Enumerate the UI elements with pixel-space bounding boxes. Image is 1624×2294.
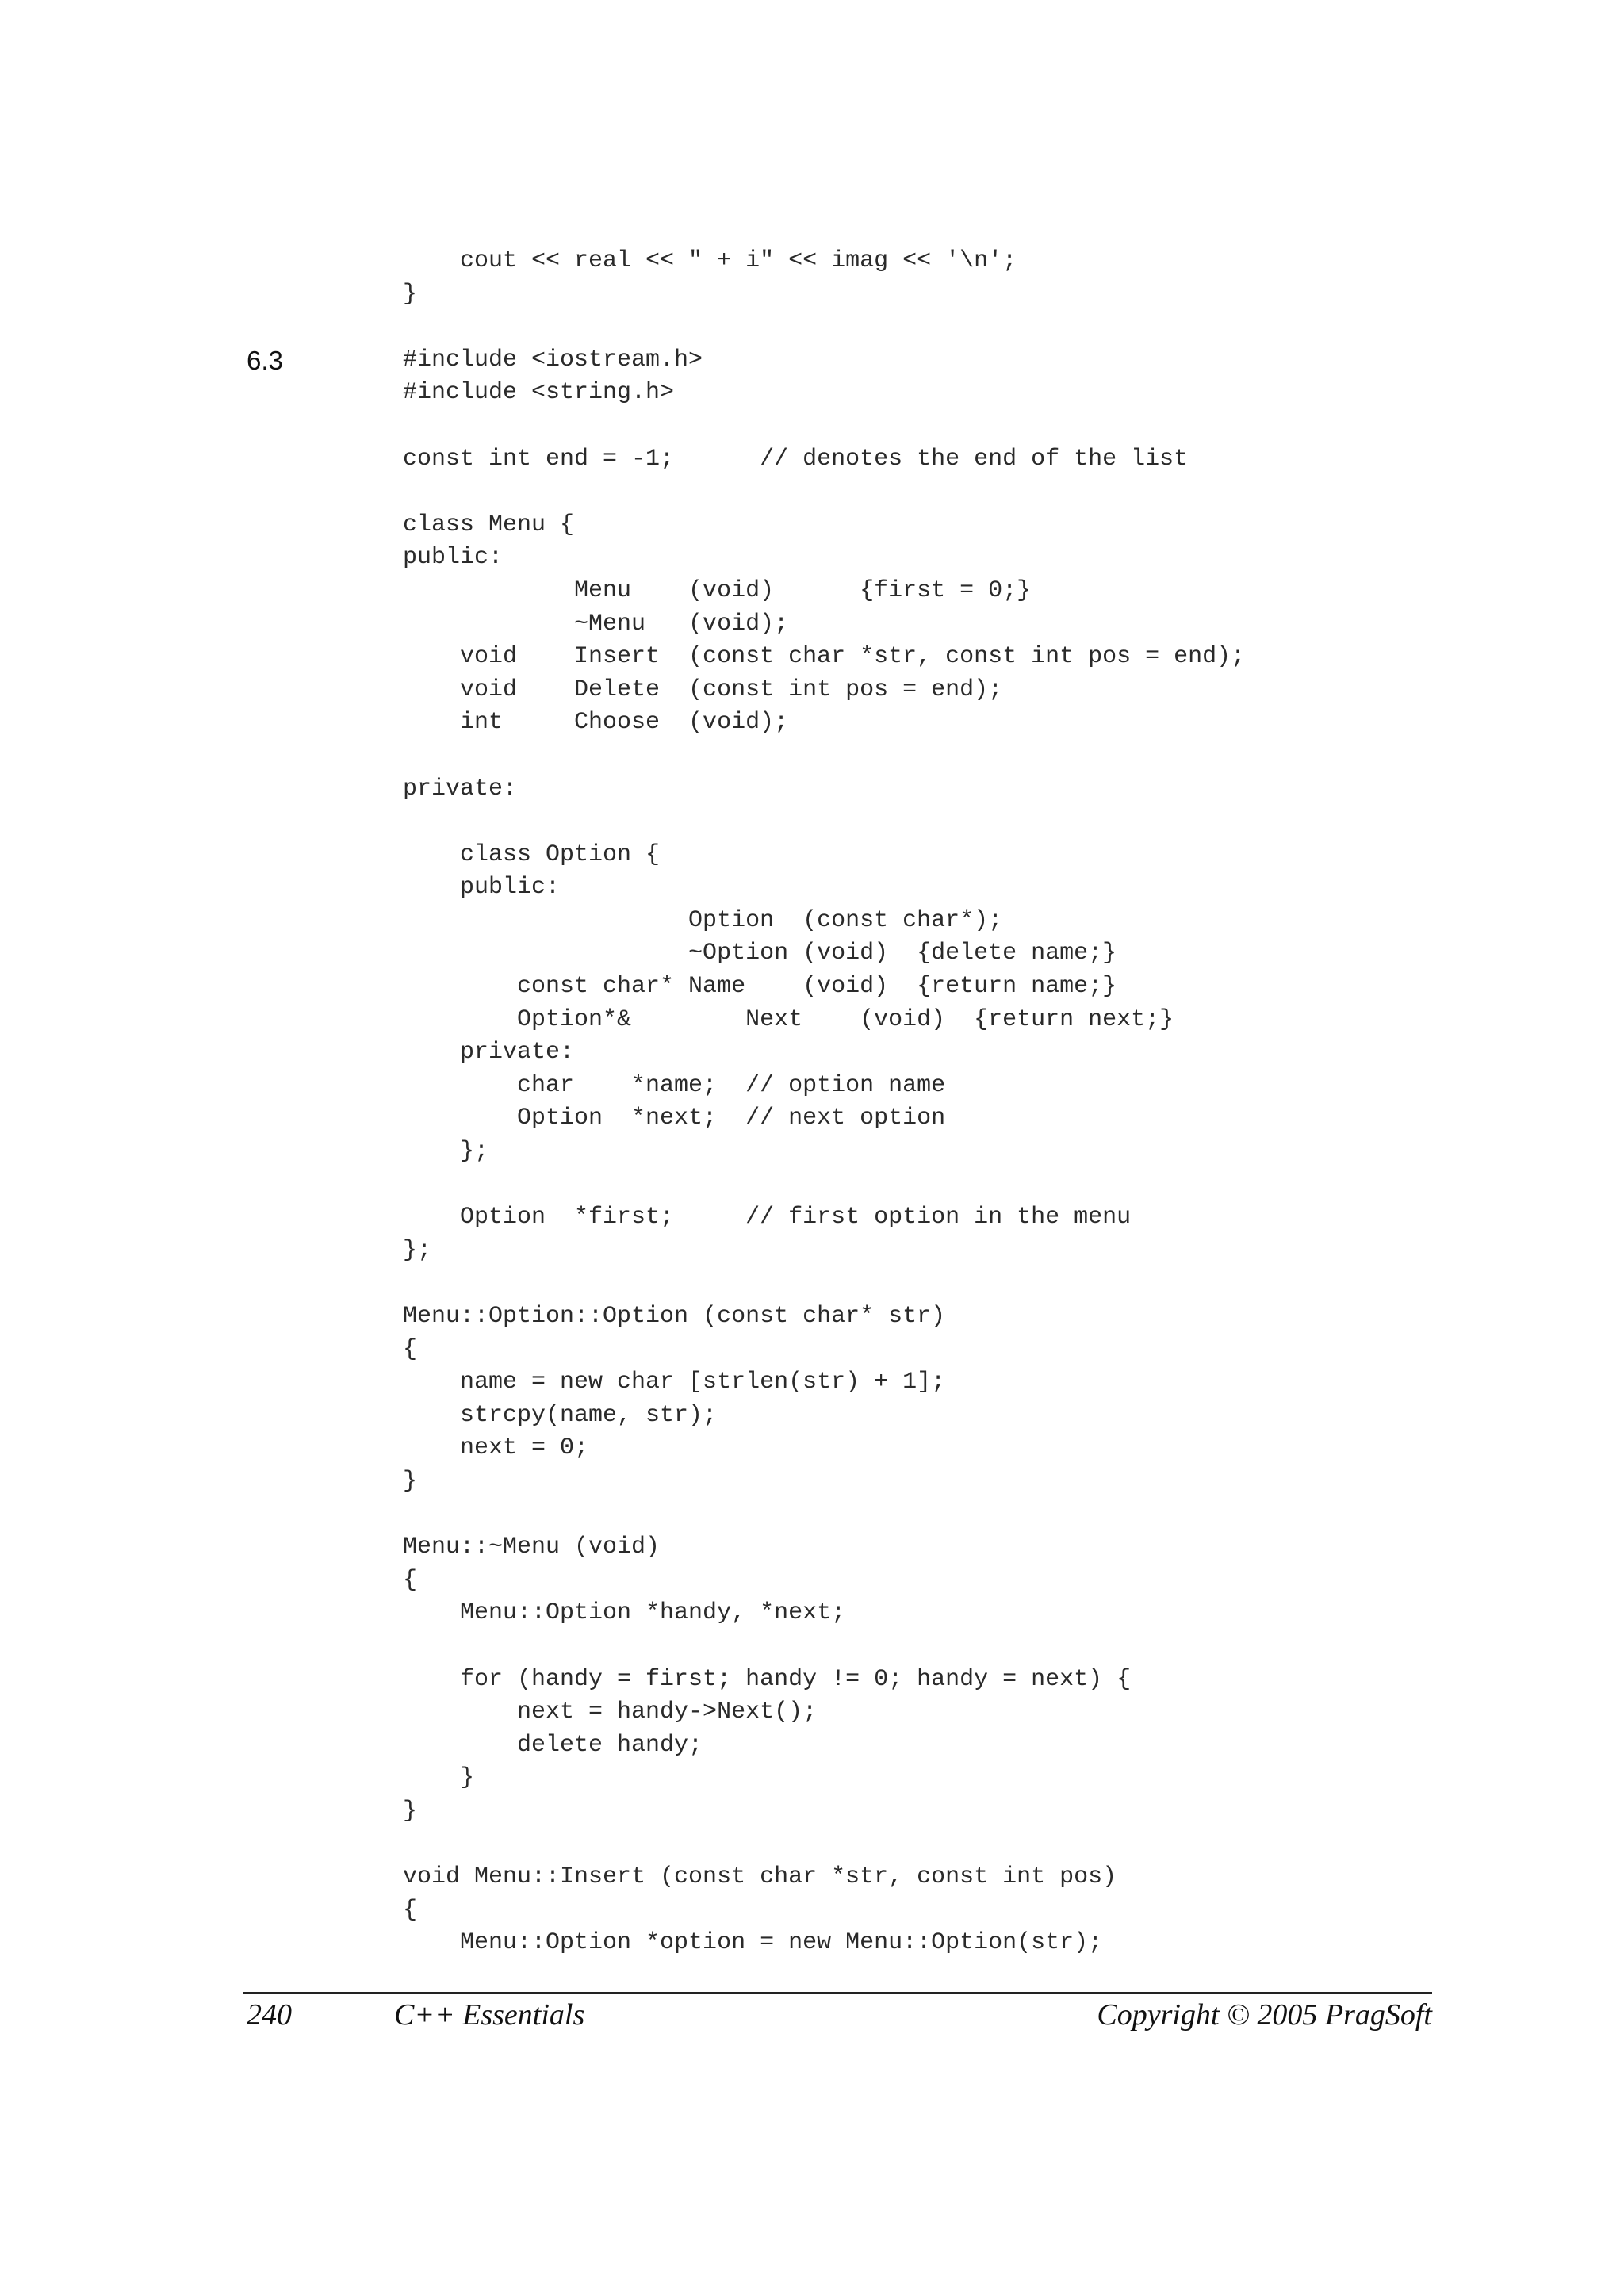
code-line	[403, 740, 1592, 773]
code-line: };	[403, 1138, 489, 1166]
code-line	[403, 1267, 1592, 1300]
code-line: delete handy;	[403, 1731, 703, 1759]
code-listing	[403, 245, 1592, 1960]
code-line: void Insert (const char *str, const int pos = end);	[403, 643, 1246, 671]
code-line	[403, 311, 1592, 344]
code-line	[403, 1630, 1592, 1664]
code-line: Option (const char*);	[403, 906, 1003, 934]
code-line: strcpy(name, str);	[403, 1401, 718, 1429]
code-line: public:	[403, 544, 504, 572]
code-line: ~Option (void) {delete name;}	[403, 940, 1117, 967]
code-line: Menu::Option *option = new Menu::Option(str);	[403, 1929, 1103, 1957]
code-line: void Delete (const int pos = end);	[403, 676, 1003, 703]
code-line: private:	[403, 775, 518, 802]
code-line: }	[403, 1797, 418, 1825]
code-line	[403, 806, 1592, 839]
code-line: for (handy = first; handy != 0; handy = next) {	[403, 1665, 1132, 1693]
code-line	[403, 1169, 1592, 1202]
code-line: {	[403, 1896, 418, 1924]
code-line: public:	[403, 874, 561, 902]
code-line: Menu::Option::Option (const char* str)	[403, 1303, 946, 1330]
footer-divider	[243, 1992, 1432, 1994]
code-line: Option *next; // next option	[403, 1105, 946, 1132]
code-line: #include <string.h>	[403, 379, 675, 407]
code-line: #include <iostream.h>	[403, 346, 703, 373]
code-line	[403, 1499, 1592, 1532]
code-line: int Choose (void);	[403, 709, 789, 737]
code-line: Option *first; // first option in the menu	[403, 1204, 1132, 1231]
code-line: char *name; // option name	[403, 1071, 946, 1099]
code-line: class Option {	[403, 841, 661, 868]
code-line: name = new char [strlen(str) + 1];	[403, 1369, 946, 1396]
code-line: }	[403, 1764, 475, 1792]
code-line: class Menu {	[403, 511, 575, 538]
code-line: }	[403, 280, 418, 308]
code-line: next = 0;	[403, 1434, 589, 1462]
code-line: }	[403, 1467, 418, 1495]
footer-page-number: 240	[247, 1998, 292, 2032]
footer-copyright: Copyright © 2005 PragSoft	[1097, 1998, 1432, 2032]
code-line: {	[403, 1335, 418, 1363]
section-number: 6.3	[247, 346, 283, 375]
code-line: next = handy->Next();	[403, 1698, 818, 1726]
code-line: };	[403, 1236, 432, 1264]
footer-book-title: C++ Essentials	[394, 1998, 585, 2032]
code-line: private:	[403, 1039, 575, 1067]
code-line: void Menu::Insert (const char *str, const int pos)	[403, 1863, 1117, 1891]
code-line	[403, 410, 1592, 443]
code-line: Menu::~Menu (void)	[403, 1534, 661, 1561]
code-line: const char* Name (void) {return name;}	[403, 973, 1117, 1001]
code-line: Menu (void) {first = 0;}	[403, 576, 1032, 604]
code-line: const int end = -1; // denotes the end of the list	[403, 445, 1189, 473]
code-line: ~Menu (void);	[403, 610, 789, 638]
code-line: Option*& Next (void) {return next;}	[403, 1005, 1174, 1033]
code-line: cout << real << " + i" << imag << '\n';	[403, 247, 1017, 274]
code-line: {	[403, 1566, 418, 1594]
code-line: Menu::Option *handy, *next;	[403, 1599, 846, 1627]
code-line	[403, 1829, 1592, 1862]
code-line	[403, 476, 1592, 509]
